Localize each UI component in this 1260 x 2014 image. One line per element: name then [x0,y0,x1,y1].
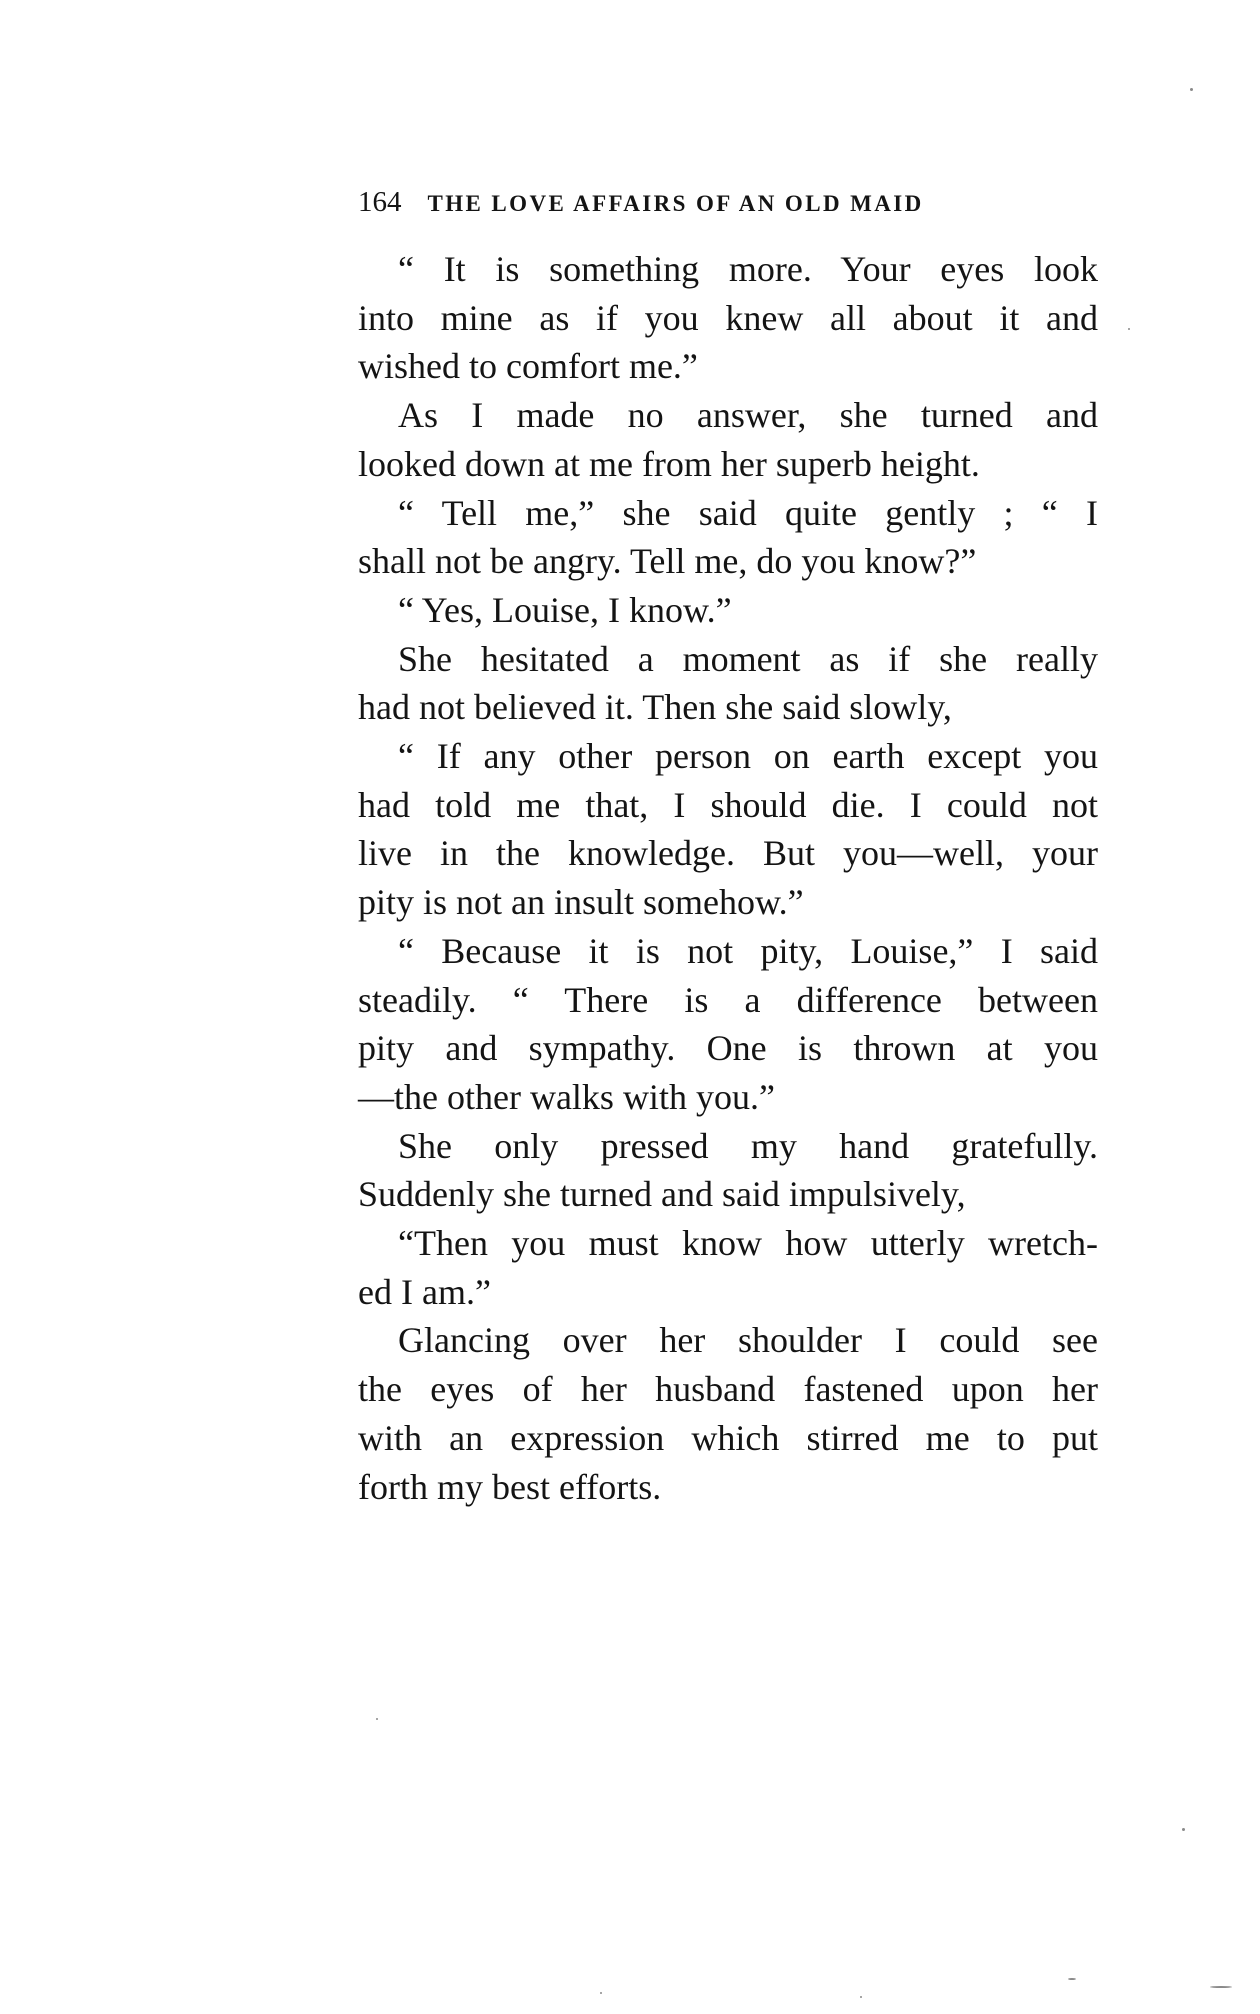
paragraph [358,1219,1098,1316]
text-line: had told me that, I should die. I could not [358,784,1098,825]
scan-speck [1068,1978,1076,1980]
text-line: shall not be angry. Tell me, do you know?” [358,541,977,582]
text-line: looked down at me from her superb height. [358,443,980,484]
text-line: “ Because it is not pity, Louise,” I said [398,930,1098,971]
running-header [358,182,1098,222]
text-line: had not believed it. Then she said slowly, [358,687,952,728]
text-line: live in the knowledge. But you—well, your [358,833,1098,874]
text-line: the eyes of her husband fastened upon her [358,1369,1098,1410]
scan-speck [376,1718,378,1720]
text-line: “ It is something more. Your eyes look [398,249,1098,289]
text-line: —the other walks with you.” [358,1076,775,1117]
text-line: ed I am.” [358,1271,491,1312]
text-line: pity and sympathy. One is thrown at you [358,1028,1098,1069]
paragraph [358,927,1098,1122]
paragraph [358,586,1098,635]
text-line: “ Tell me,” she said quite gently ; “ I [398,492,1098,533]
text-line: into mine as if you knew all about it and [358,297,1098,338]
scan-speck [1210,1986,1232,1988]
text-line: She hesitated a moment as if she really [398,638,1098,679]
text-line: steadily. “ There is a difference between [358,979,1098,1020]
paragraph [358,245,1098,391]
paragraph [358,635,1098,732]
paragraph [358,1122,1098,1219]
scan-speck [860,1996,862,1998]
paragraph [358,732,1098,927]
paragraph [358,489,1098,586]
scan-speck [1190,88,1193,91]
text-line: forth my best efforts. [358,1466,662,1507]
scan-speck [1128,328,1130,330]
page-number: 164 [358,186,402,218]
text-line: Glancing over her shoulder I could see [398,1320,1098,1361]
text-line: Suddenly she turned and said impulsively, [358,1174,966,1215]
scan-speck [600,1992,602,1994]
text-line: “Then you must know how utterly wretch- [398,1223,1098,1264]
scan-speck [1182,1828,1185,1831]
paragraph [358,391,1098,488]
text-line: “ If any other person on earth except you [398,736,1098,777]
text-line: with an expression which stirred me to put [358,1417,1098,1458]
paragraph [358,1316,1098,1511]
body-text [358,245,1098,1511]
text-line: “ Yes, Louise, I know.” [398,589,732,630]
text-line: pity is not an insult somehow.” [358,882,804,923]
text-line: wished to comfort me.” [358,346,698,387]
text-line: As I made no answer, she turned and [398,395,1098,436]
running-title: THE LOVE AFFAIRS OF AN OLD MAID [427,191,924,216]
text-line: She only pressed my hand gratefully. [398,1125,1098,1166]
